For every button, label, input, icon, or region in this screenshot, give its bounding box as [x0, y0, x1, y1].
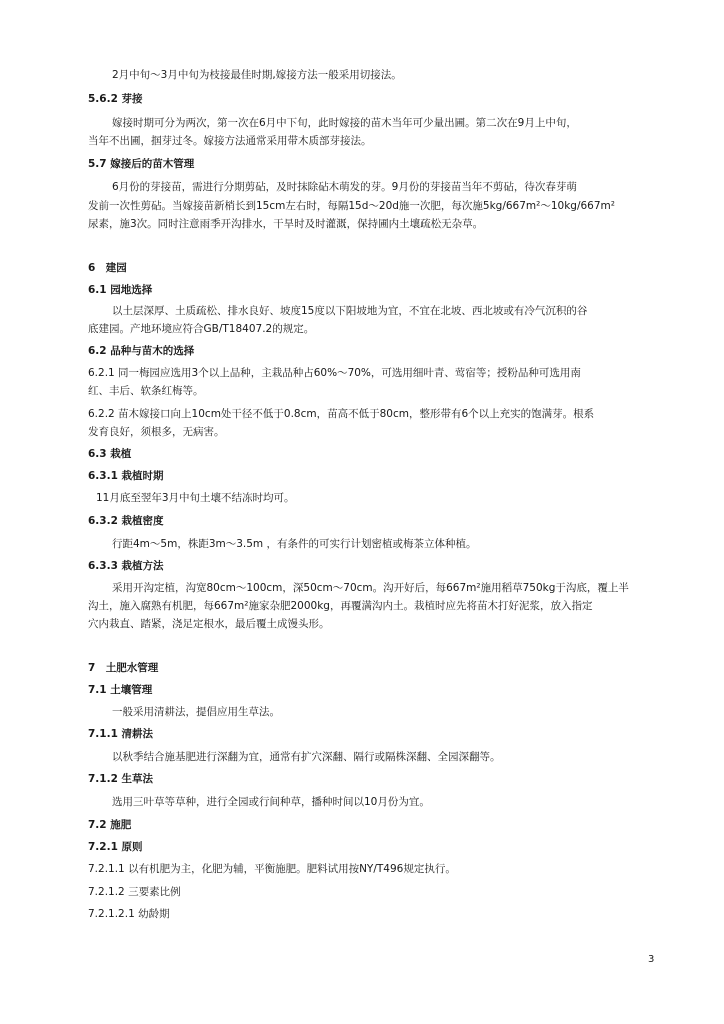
paragraph-line: 当年不出圃，掴芽过冬。嫁接方法通常采用带木质部芽接法。: [88, 135, 372, 147]
section-heading: 6.3 栽植: [88, 448, 132, 460]
section-heading: 6.3.1 栽植时期: [88, 470, 164, 482]
paragraph-line: 以土层深厚、土质疏松、排水良好、坡度15度以下阳坡地为宜，不宜在北坡、西北坡或有冷气沉积的谷: [112, 305, 588, 317]
paragraph-line: 尿素，施3次。同时注意雨季开沟排水，干旱时及时灌溉，保持圃内土壤疏松无杂草。: [88, 218, 484, 230]
section-heading: 7.2.1 原则: [88, 841, 143, 853]
chapter-heading: 6 建园: [88, 262, 127, 274]
paragraph-line: 发育良好，须根多，无病害。: [88, 426, 225, 438]
paragraph-line: 一般采用清耕法，提倡应用生草法。: [112, 706, 280, 718]
section-heading: 7.1.1 清耕法: [88, 728, 154, 740]
paragraph-line: 底建园。产地环境应符合GB/T18407.2的规定。: [88, 323, 315, 335]
paragraph-line: 11月底至翌年3月中旬土壤不结冻时均可。: [96, 492, 295, 504]
section-heading: 7.2 施肥: [88, 819, 132, 831]
paragraph-line: 7.2.1.2 三要素比例: [88, 886, 181, 898]
paragraph-line: 嫁接时期可分为两次，第一次在6月中下旬，此时嫁接的苗木当年可少量出圃。第二次在9月上中旬，: [112, 117, 577, 129]
paragraph-line: 2月中旬～3月中旬为枝接最佳时期,嫁接方法一般采用切接法。: [112, 69, 402, 81]
paragraph-line: 选用三叶草等草种，进行全园或行间种草，播种时间以10月份为宜。: [112, 796, 430, 808]
section-heading: 6.2 品种与苗木的选择: [88, 345, 195, 357]
paragraph-line: 穴内栽直、踏紧，浇足定根水，最后覆土成馒头形。: [88, 618, 330, 630]
paragraph-line: 沟土，施入腐熟有机肥，每667m²施家杂肥2000kg，再覆满沟内土。栽植时应先将苗木打好泥浆，放入指定: [88, 600, 593, 612]
chapter-heading: 7 土肥水管理: [88, 662, 159, 674]
section-heading: 6.3.2 栽植密度: [88, 515, 164, 527]
paragraph-line: 以秋季结合施基肥进行深翻为宜，通常有扩穴深翻、隔行或隔株深翻、全园深翻等。: [112, 751, 501, 763]
section-heading: 6.1 园地选择: [88, 284, 153, 296]
section-heading: 5.7 嫁接后的苗木管理: [88, 158, 195, 170]
paragraph-line: 行距4m～5m，株距3m～3.5m ，有条件的可实行计划密植或梅茶立体种植。: [112, 538, 477, 550]
paragraph-line: 7.2.1.2.1 幼龄期: [88, 908, 170, 920]
paragraph-line: 采用开沟定植，沟宽80cm～100cm，深50cm～70cm。沟开好后，每667m²施用稻草750kg于沟底，覆上半: [112, 582, 629, 594]
paragraph-line: 6月份的芽接苗，需进行分期剪砧，及时抹除砧木萌发的芽。9月份的芽接苗当年不剪砧，待次春芽萌: [112, 181, 577, 193]
section-heading: 7.1 土壤管理: [88, 684, 153, 696]
section-heading: 5.6.2 芽接: [88, 93, 143, 105]
paragraph-line: 6.2.1 同一梅园应选用3个以上品种，主栽品种占60%～70%，可选用细叶青、莺宿等；授粉品种可选用南: [88, 367, 581, 379]
section-heading: 7.1.2 生草法: [88, 773, 154, 785]
paragraph-line: 6.2.2 苗木嫁接口向上10cm处干径不低于0.8cm，苗高不低于80cm，整形带有6个以上充实的饱满芽。根系: [88, 408, 595, 420]
paragraph-line: 7.2.1.1 以有机肥为主，化肥为辅，平衡施肥。肥料试用按NY/T496规定执行。: [88, 863, 456, 875]
paragraph-line: 红、丰后、软条红梅等。: [88, 385, 204, 397]
page-number: 3: [648, 954, 655, 965]
section-heading: 6.3.3 栽植方法: [88, 560, 164, 572]
paragraph-line: 发前一次性剪砧。当嫁接苗新梢长到15cm左右时，每隔15d～20d施一次肥，每次施5kg/667m²～10kg/667m²: [88, 200, 615, 212]
